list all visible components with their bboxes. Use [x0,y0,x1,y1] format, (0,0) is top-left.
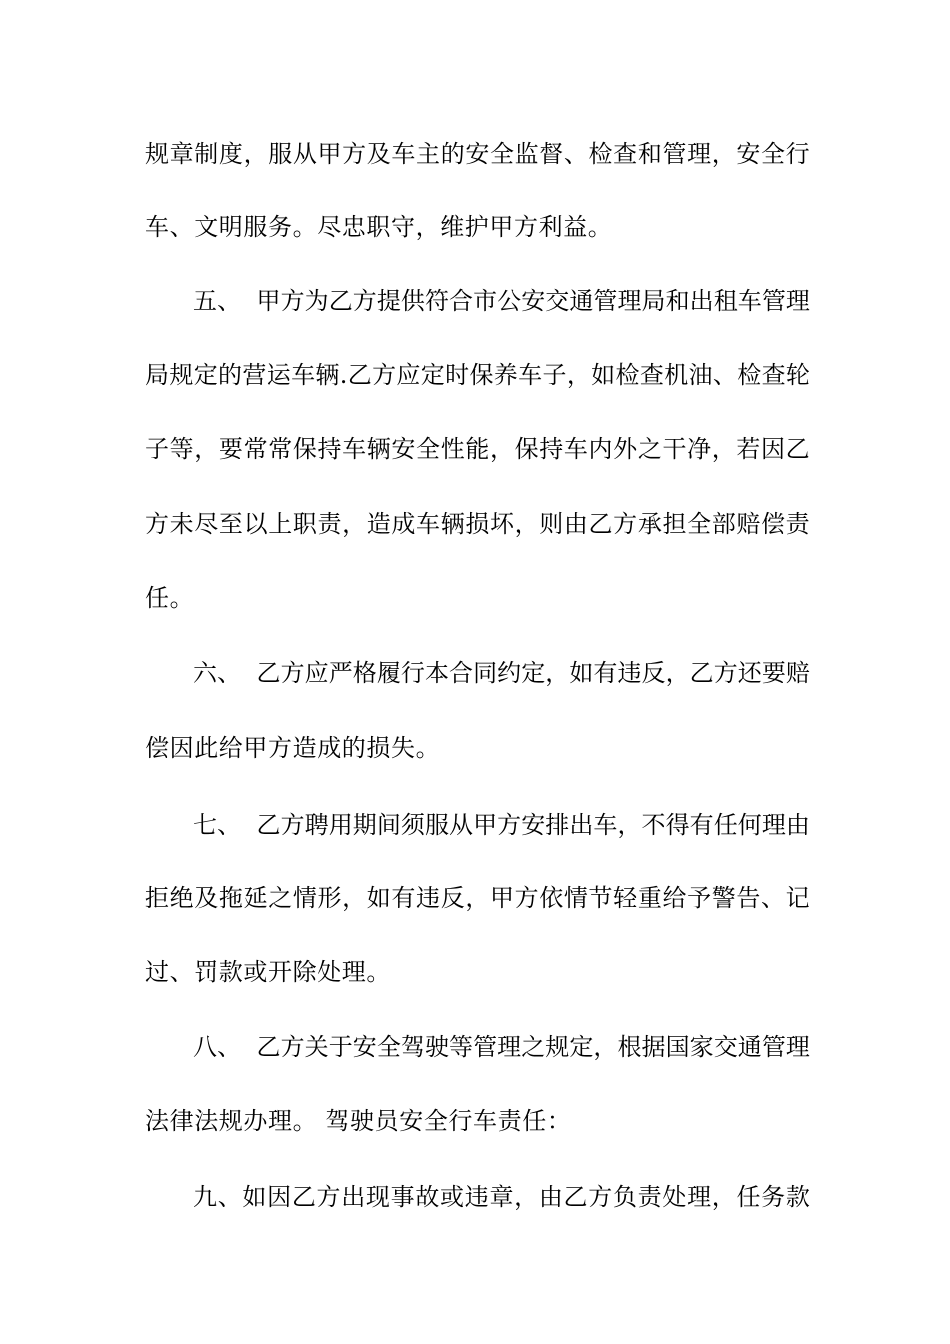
text-line-12: 过、罚款或开除处理。 [145,958,391,986]
text-line-2: 车、文明服务。尽忠职守，维护甲方利益。 [145,213,613,241]
text-line-7: 任。 [145,584,195,612]
text-line-9: 偿因此给甲方造成的损失。 [145,734,441,762]
text-line-5: 子 等 ， 要 常 常 保 持 车 辆 安 全 性 能 ， 保 持 车 内 外 之 干 净 ， 若 因 乙 [145,435,810,463]
text-line-3: 五 、 甲 方 为 乙 方 提 供 符 合 市 公 安 交 通 管 理 局 和 出 租 车 管 理 [193,287,810,315]
text-line-15: 九 、 如 因 乙 方 出 现 事 故 或 违 章 ， 由 乙 方 负 责 处 理 ， 任 务 款 [193,1183,810,1211]
text-line-1: 规 章 制 度 ， 服 从 甲 方 及 车 主 的 安 全 监 督 、 检 查 和 管 理 ， 安 全 行 [145,140,810,168]
text-line-14: 法律法规办理。 驾驶员安全行车责任： [145,1107,572,1135]
text-line-4: 局 规 定 的 营 运 车 辆 . 乙 方 应 定 时 保 养 车 子 ， 如 检 查 机 油 、 检 查 轮 [145,361,810,389]
text-line-8: 六 、 乙 方 应 严 格 履 行 本 合 同 约 定 ， 如 有 违 反 ， 乙 方 还 要 赔 [193,659,810,687]
text-line-11: 拒 绝 及 拖 延 之 情 形 ， 如 有 违 反 ， 甲 方 依 情 节 轻 重 给 予 警 告 、 记 [145,884,810,912]
text-line-10: 七 、 乙 方 聘 用 期 间 须 服 从 甲 方 安 排 出 车 ， 不 得 有 任 何 理 由 [193,811,810,839]
text-line-6: 方 未 尽 至 以 上 职 责 ， 造 成 车 辆 损 坏 ， 则 由 乙 方 承 担 全 部 赔 偿 责 [145,510,810,538]
text-line-13: 八 、 乙 方 关 于 安 全 驾 驶 等 管 理 之 规 定 ， 根 据 国 家 交 通 管 理 [193,1033,810,1061]
